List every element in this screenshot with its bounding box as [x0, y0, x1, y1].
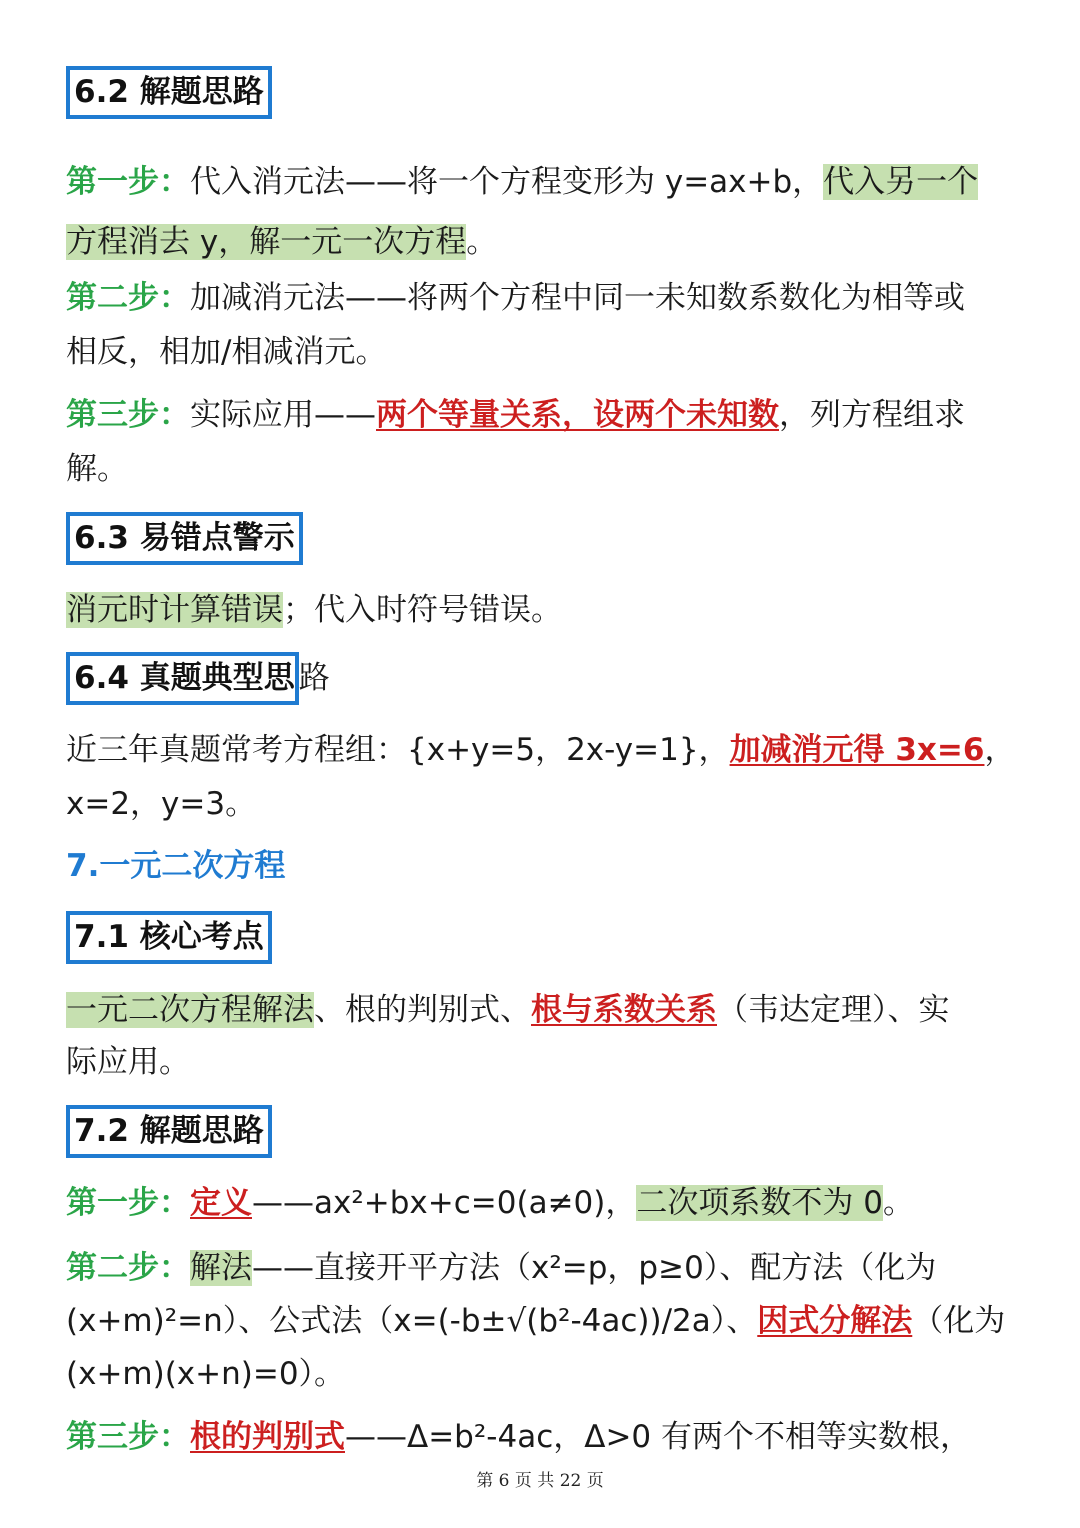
- body-text: （韦达定理）、实: [717, 992, 950, 1028]
- step-text: ——直接开平方法（x²=p，p≥0）、配方法（化为: [252, 1250, 937, 1286]
- punct: 。: [882, 1185, 914, 1221]
- body-text: ；代入时符号错误。: [283, 592, 562, 628]
- highlight-text: 解法: [190, 1250, 252, 1286]
- s72-step2-line2: [66, 1293, 1020, 1349]
- step2-line2: [66, 324, 1020, 380]
- step-label: 第一步：: [66, 164, 190, 200]
- section-heading-7-1: 7.1 核心考点: [66, 911, 272, 964]
- body-text: x=2，y=3。: [66, 786, 257, 822]
- step-text: ——Δ=b²-4ac，Δ>0 有两个不相等实数根，: [345, 1419, 971, 1455]
- emphasis-text: 定义: [190, 1185, 252, 1221]
- section-heading-6-2: 6.2 解题思路: [66, 66, 272, 119]
- punct: 。: [466, 224, 498, 260]
- step3-line1: [66, 387, 1020, 443]
- step-text: ——ax²+bx+c=0(a≠0)，: [252, 1185, 637, 1221]
- emphasis-text: 根与系数关系: [531, 992, 717, 1028]
- step-label: 第二步：: [66, 1250, 190, 1286]
- highlight-text: 代入另一个: [823, 164, 979, 200]
- page-footer: 第 6 页 共 22 页: [476, 1471, 604, 1491]
- step-text: ，列方程组求: [779, 397, 965, 433]
- s72-step2-line3: [66, 1346, 1020, 1402]
- step-text: 解。: [66, 451, 128, 487]
- step-text: 实际应用——: [190, 397, 376, 433]
- heading-boxed: 6.4 真题典型思: [66, 652, 299, 705]
- step1-line1: [66, 154, 1020, 210]
- section-heading-6-3: 6.3 易错点警示: [66, 512, 303, 565]
- chapter-title: 7.一元二次方程: [66, 848, 286, 884]
- step3-line2: [66, 441, 1020, 497]
- s72-step2-line1: [66, 1240, 1020, 1296]
- warning-line: [66, 582, 1020, 638]
- step-text: 加减消元法——将两个方程中同一未知数系数化为相等或: [190, 280, 965, 316]
- body-text: 、根的判别式、: [314, 992, 531, 1028]
- section-heading-7-2: 7.2 解题思路: [66, 1105, 272, 1158]
- core-line1: [66, 982, 1020, 1038]
- heading-tail: 路: [298, 660, 330, 696]
- s72-step1: [66, 1175, 1020, 1231]
- step-text: (x+m)²=n）、公式法（x=(-b±√(b²-4ac))/2a）、: [66, 1303, 758, 1339]
- core-line2: [66, 1034, 1020, 1090]
- emphasis-text: 两个等量关系，设两个未知数: [376, 397, 779, 433]
- step1-line2: [66, 214, 1020, 270]
- exam-line1: [66, 722, 1020, 778]
- step-label: 第二步：: [66, 280, 190, 316]
- step-label: 第三步：: [66, 397, 190, 433]
- emphasis-text: 加减消元得 3x=6: [729, 732, 985, 768]
- highlight-text: 二次项系数不为 0: [636, 1185, 883, 1221]
- highlight-text: 消元时计算错误: [66, 592, 283, 628]
- step-label: 第三步：: [66, 1419, 190, 1455]
- punct: ，: [984, 732, 1016, 768]
- step-label: 第一步：: [66, 1185, 190, 1221]
- body-text: 近三年真题常考方程组：{x+y=5，2x-y=1}，: [66, 732, 730, 768]
- body-text: 际应用。: [66, 1044, 190, 1080]
- emphasis-text: 根的判别式: [190, 1419, 345, 1455]
- step-text: 相反，相加/相减消元。: [66, 334, 387, 370]
- section-heading-6-4: [66, 652, 330, 705]
- highlight-text: 一元二次方程解法: [66, 992, 314, 1028]
- step-text: （化为: [912, 1303, 1006, 1339]
- step-text: 代入消元法——将一个方程变形为 y=ax+b，: [190, 164, 824, 200]
- s72-step3: [66, 1409, 1020, 1465]
- emphasis-text: 因式分解法: [757, 1303, 913, 1339]
- exam-line2: [66, 776, 1020, 832]
- step2-line1: [66, 270, 1020, 326]
- highlight-text: 方程消去 y，解一元一次方程: [66, 224, 467, 260]
- step-text: (x+m)(x+n)=0）。: [66, 1356, 346, 1392]
